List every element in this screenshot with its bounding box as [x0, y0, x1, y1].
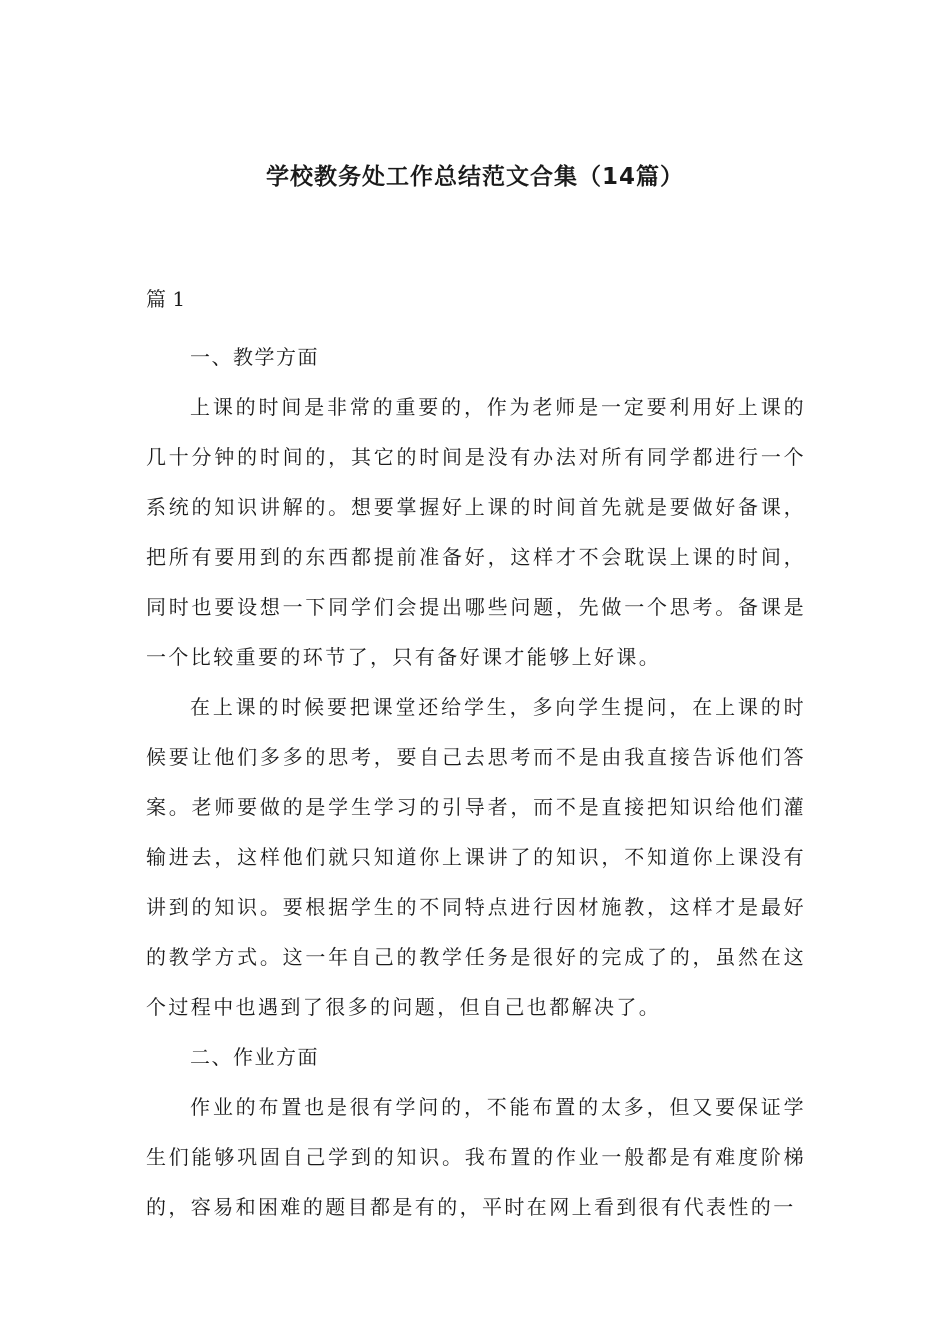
section-label: 篇 1	[146, 287, 186, 311]
section-heading: 二、作业方面	[190, 1045, 319, 1069]
document-body	[146, 332, 806, 1232]
document-title: 学校教务处工作总结范文合集（14篇）	[265, 164, 684, 190]
paragraph: 作业的布置也是很有学问的，不能布置的太多，但又要保证学生们能够巩固自己学到的知识。我布置的作业一般都是有难度阶梯的，容易和困难的题目都是有的，平时在网上看到很有代表性的一	[146, 1095, 806, 1219]
paragraph: 上课的时间是非常的重要的，作为老师是一定要利用好上课的几十分钟的时间的，其它的时间是没有办法对所有同学都进行一个系统的知识讲解的。想要掌握好上课的时间首先就是要做好备课，把所有要用到的东西都提前准备好，这样才不会耽误上课的时间，同时也要设想一下同学们会提出哪些问题，先做一个思考。备课是一个比较重要的环节了，只有备好课才能够上好课。	[146, 395, 806, 669]
section-heading: 一、教学方面	[190, 345, 319, 369]
paragraph: 在上课的时候要把课堂还给学生，多向学生提问，在上课的时候要让他们多多的思考，要自己去思考而不是由我直接告诉他们答案。老师要做的是学生学习的引导者，而不是直接把知识给他们灌输进去，这样他们就只知道你上课讲了的知识，不知道你上课没有讲到的知识。要根据学生的不同特点进行因材施教，这样才是最好的教学方式。这一年自己的教学任务是很好的完成了的，虽然在这个过程中也遇到了很多的问题，但自己也都解决了。	[146, 695, 806, 1019]
